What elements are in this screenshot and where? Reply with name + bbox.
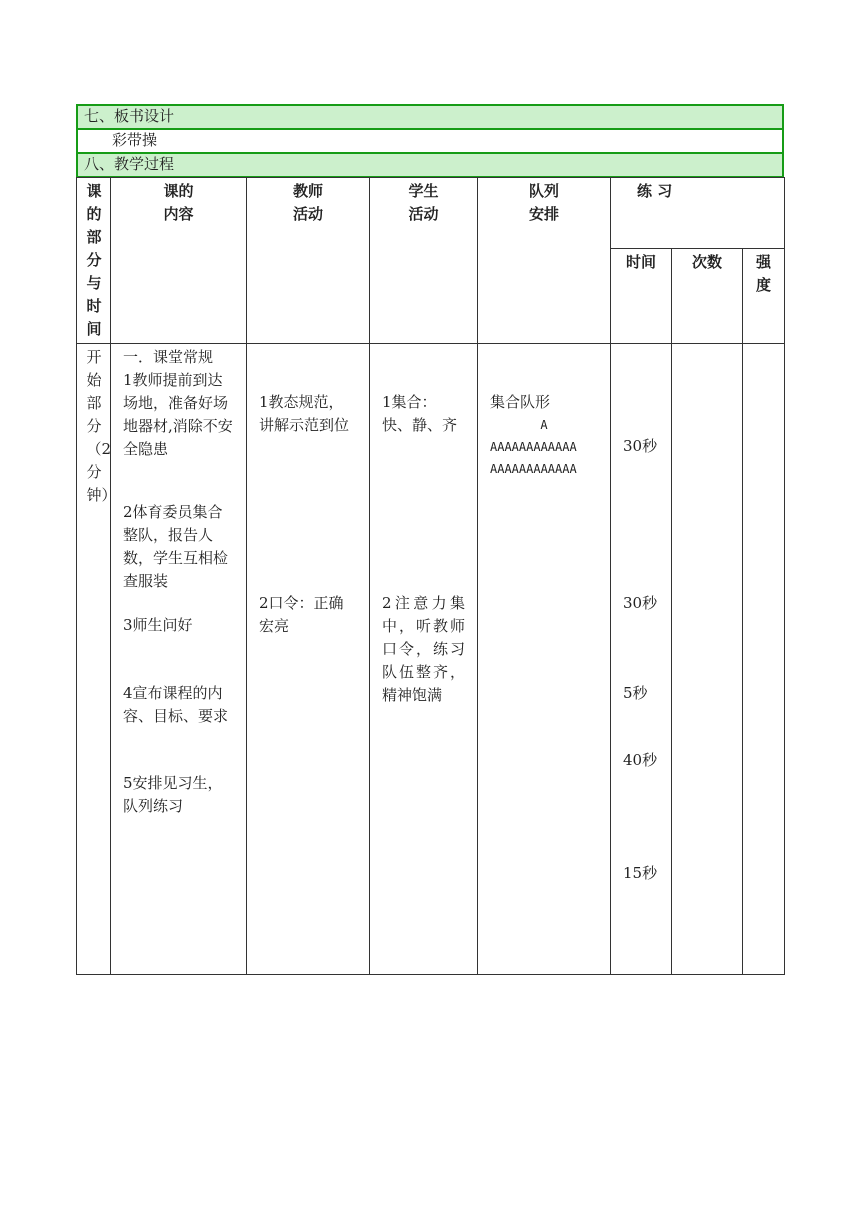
lesson-plan — [76, 104, 784, 975]
teaching-process-table — [76, 177, 785, 975]
row-time — [611, 344, 672, 975]
section7-content: 彩带操 — [76, 128, 784, 154]
row-part: 开始部分（2分钟） — [77, 344, 111, 975]
row-teacher — [247, 344, 370, 975]
teacher-item-1: 1教态规范，讲解示范到位 — [259, 393, 350, 434]
content-item-0: 一．课堂常规 — [123, 348, 214, 366]
header-practice: 练 习 — [611, 178, 785, 249]
formation-leader: A — [540, 418, 548, 432]
time-item-4: 40秒 — [623, 751, 658, 769]
time-item-1: 30秒 — [623, 437, 658, 455]
row-content — [111, 344, 247, 975]
row-intensity — [743, 344, 785, 975]
header-intensity: 强度 — [743, 249, 785, 344]
formation-line-1: AAAAAAAAAAAA — [490, 440, 577, 454]
section7-title: 七、板书设计 — [76, 104, 784, 130]
content-item-2: 2体育委员集合整队，报告人数，学生互相检查服装 — [123, 503, 229, 590]
row-formation — [478, 344, 611, 975]
header-time: 时间 — [611, 249, 672, 344]
header-content: 课的 内容 — [111, 178, 247, 344]
time-item-2: 30秒 — [623, 594, 658, 612]
formation-line-2: AAAAAAAAAAAA — [490, 462, 577, 476]
time-item-3: 5秒 — [623, 684, 648, 702]
student-item-1: 1集合：快、静、齐 — [382, 393, 458, 434]
time-item-5: 15秒 — [623, 864, 658, 882]
header-part: 课的部分与时间 — [77, 178, 111, 344]
row-student — [370, 344, 478, 975]
content-item-4: 4宣布课程的内容、目标、要求 — [123, 684, 229, 725]
header-student: 学生 活动 — [370, 178, 478, 344]
student-item-2: 2注意力集中，听教师口令，练习队伍整齐，精神饱满 — [382, 594, 465, 704]
formation-label: 集合队形 — [490, 393, 551, 411]
section8-title: 八、教学过程 — [76, 152, 784, 178]
header-teacher: 教师 活动 — [247, 178, 370, 344]
header-formation: 队列 安排 — [478, 178, 611, 344]
header-count: 次数 — [672, 249, 743, 344]
content-item-3: 3师生问好 — [123, 616, 193, 634]
row-count — [672, 344, 743, 975]
content-item-1: 1教师提前到达场地，准备好场地器材,消除不安全隐患 — [123, 371, 233, 458]
content-item-5: 5安排见习生，队列练习 — [123, 774, 223, 815]
teacher-item-2: 2口令：正确宏亮 — [259, 594, 344, 635]
